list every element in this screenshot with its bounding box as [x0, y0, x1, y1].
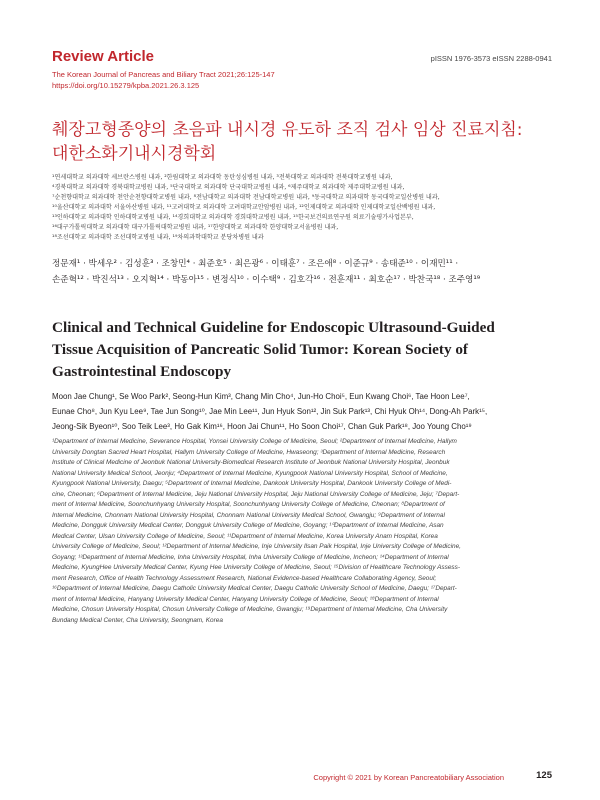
english-affiliation-line: Medical Center, Ulsan University College of Medicine, Seoul; ¹¹Department of Internal Medicine, Korea University Anam Hospital, Korea	[52, 532, 438, 540]
korean-affiliation-line: ¹⁰울산대학교 의과대학 서울아산병원 내과, ¹¹고려대학교 의과대학 고려대학교안암병원 내과, ¹²인제대학교 의과대학 인제대학교일산백병원 내과,	[52, 204, 436, 211]
english-affiliation-line: ¹⁶Department of Internal Medicine, Daegu Catholic University Medical Center, Daegu Catholic University School of Medicine, Daegu; ¹⁷Depart-	[52, 585, 457, 592]
english-affiliation-line: ment Research, Office of Health Technology Assessment Research, National Evidence-based Healthcare Collaborating Agency, Seoul;	[52, 574, 437, 582]
english-affiliation-line: cine, Cheonan; ⁶Department of Internal Medicine, Jeju National University Hospital, Jeju National University College of Medicine, Jeju; ⁷Depart-	[52, 490, 460, 498]
english-affiliation-line: Kyungpook National University, Daegu; ⁵Department of Internal Medicine, Dankook University Hospital, Dankook University College of Medi-	[52, 480, 452, 487]
issn: pISSN 1976-3573 eISSN 2288-0941	[430, 54, 552, 63]
korean-affiliation-line: ⁷순천향대학교 의과대학 천안순천향대학교병원 내과, ⁸전남대학교 의과대학 전남대학교병원 내과, ⁹동국대학교 의과대학 동국대학교일산병원 내과,	[52, 194, 440, 201]
english-affiliation-line: Goyang; ¹³Department of Internal Medicine, Inha University Hospital, Inha University College of Medicine, Incheon; ¹⁴Department of Internal	[52, 553, 449, 561]
doi-link[interactable]: https://doi.org/10.15279/kpba.2021.26.3.125	[52, 81, 200, 90]
journal-citation: The Korean Journal of Pancreas and Biliary Tract 2021;26:125-147	[52, 70, 275, 79]
english-title	[52, 317, 557, 383]
korean-title	[52, 118, 552, 166]
english-affiliation-line: Medicine, Dongguk University Medical Center, Dongguk University College of Medicine, Goyang; ¹⁰Department of Internal Medicine, Asan	[52, 522, 444, 529]
korean-authors	[52, 256, 557, 288]
copyright: Copyright © 2021 by Korean Pancreatobiliary Association	[313, 773, 504, 782]
english-affiliation-line: Internal Medicine, Chonnam National University Hospital, Chonnam National University Medical School, Gwangju; ⁹Department of Internal	[52, 511, 445, 519]
korean-affiliation-line: ⁴경북대학교 의과대학 경북대학교병원 내과, ⁵단국대학교 의과대학 단국대학교병원 내과, ⁶제주대학교 의과대학 제주대학교병원 내과,	[52, 184, 405, 191]
korean-affiliation-line: ¹⁸조선대학교 의과대학 조선대학교병원 내과, ¹⁹차의과학대학교 분당차병원 내과	[52, 234, 264, 241]
page-header	[52, 48, 552, 98]
english-affiliation-line: Bundang Medical Center, Cha University, Seongnam, Korea	[52, 616, 223, 624]
page-number: 125	[536, 770, 552, 781]
english-author-line: Eunae Cho⁸, Jun Kyu Lee⁹, Tae Jun Song¹⁰, Jae Min Lee¹¹, Jun Hyuk Son¹², Jin Suk Park¹³, Chi Hyuk Oh¹⁴, Dong-Ah Park¹⁵,	[52, 407, 488, 416]
english-affiliation-line: University Dongtan Sacred Heart Hospital, Hallym University College of Medicine, Hwaseong; ³Department of Internal Medicine, Research	[52, 448, 446, 456]
english-author-line: Moon Jae Chung¹, Se Woo Park², Seong-Hun Kim³, Chang Min Cho⁴, Jun-Ho Choi⁵, Eun Kwang Choi⁶, Tae Hoon Lee⁷,	[52, 392, 470, 401]
english-title-line: Gastrointestinal Endoscopy	[52, 363, 232, 380]
english-affiliation-line: National University Medical School, Jeonju; ⁴Department of Internal Medicine, Kyungpook National University Hospital, School of Medicine,	[52, 469, 448, 477]
korean-affiliation-line: ¹연세대학교 의과대학 세브란스병원 내과, ²한림대학교 의과대학 동탄성심병원 내과, ³전북대학교 의과대학 전북대학교병원 내과,	[52, 174, 393, 181]
english-affiliation-line: Medicine, KyungHee University Medical Center, Kyung Hee University College of Medicine, Seoul; ¹⁵Division of Healthcare Technology Assess-	[52, 564, 460, 571]
english-affiliation-line: ment of Internal Medicine, Soonchunhyang University Hospital, Soonchunhyang University College of Medicine, Cheonan; ⁸Department of	[52, 501, 445, 508]
korean-author-line: 정문재¹ · 박세우² · 김성훈³ · 조창민⁴ · 최준호⁵ · 최은광⁶ · 이태훈⁷ · 조은애⁸ · 이준규⁹ · 송태준¹⁰ · 이재민¹¹ ·	[52, 259, 459, 269]
english-affiliation-line: University College of Medicine, Seoul; ¹²Department of Internal Medicine, Inje University Ilsan Paik Hospital, Inje University College of Medicine,	[52, 543, 461, 550]
english-title-line: Clinical and Technical Guideline for Endoscopic Ultrasound-Guided	[52, 319, 495, 336]
english-authors	[52, 389, 557, 434]
korean-title-line: 췌장고형종양의 초음파 내시경 유도하 조직 검사 임상 진료지침:	[52, 120, 523, 140]
korean-affiliation-line: ¹³인하대학교 의과대학 인하대학교병원 내과, ¹⁴경희대학교 의과대학 경희대학교병원 내과, ¹⁵한국보건의료연구원 의료기술평가사업본부,	[52, 214, 414, 221]
english-affiliations	[52, 437, 552, 626]
english-affiliation-line: Institute of Clinical Medicine of Jeonbuk National University-Biomedical Research Institute of Jeonbuk National University Hospital, Jeonbuk	[52, 459, 450, 466]
english-affiliation-line: ¹Department of Internal Medicine, Severance Hospital, Yonsei University College of Medicine, Seoul; ²Department of Internal Medicine, Hallym	[52, 438, 457, 445]
english-affiliation-line: ment of Internal Medicine, Hanyang University Medical Center, Hanyang University College of Medicine, Seoul; ¹⁸Department of Internal	[52, 595, 439, 603]
korean-affiliation-line: ¹⁶대구가톨릭대학교 의과대학 대구가톨릭대학교병원 내과, ¹⁷한양대학교 의과대학 한양대학교서울병원 내과,	[52, 224, 339, 231]
article-type: Review Article	[52, 48, 154, 65]
korean-title-line: 대한소화기내시경학회	[52, 144, 217, 164]
korean-affiliations	[52, 173, 557, 243]
english-affiliation-line: Medicine, Chosun University Hospital, Chosun University College of Medicine, Gwangju; ¹⁹Department of Internal Medicine, Cha University	[52, 606, 448, 613]
english-title-line: Tissue Acquisition of Pancreatic Solid Tumor: Korean Society of	[52, 341, 468, 358]
korean-author-line: 손준혁¹² · 박진석¹³ · 오지혁¹⁴ · 박동아¹⁵ · 변정식¹⁰ · 이수택⁹ · 김호각¹⁶ · 전훈재¹¹ · 최호순¹⁷ · 박찬국¹⁸ · 조주영¹⁹	[52, 275, 481, 285]
page-footer	[52, 770, 552, 784]
english-author-line: Jeong-Sik Byeon¹⁰, Soo Teik Lee³, Ho Gak Kim¹⁶, Hoon Jai Chun¹¹, Ho Soon Choi¹⁷, Chan Guk Park¹⁸, Joo Young Cho¹⁹	[52, 422, 472, 431]
